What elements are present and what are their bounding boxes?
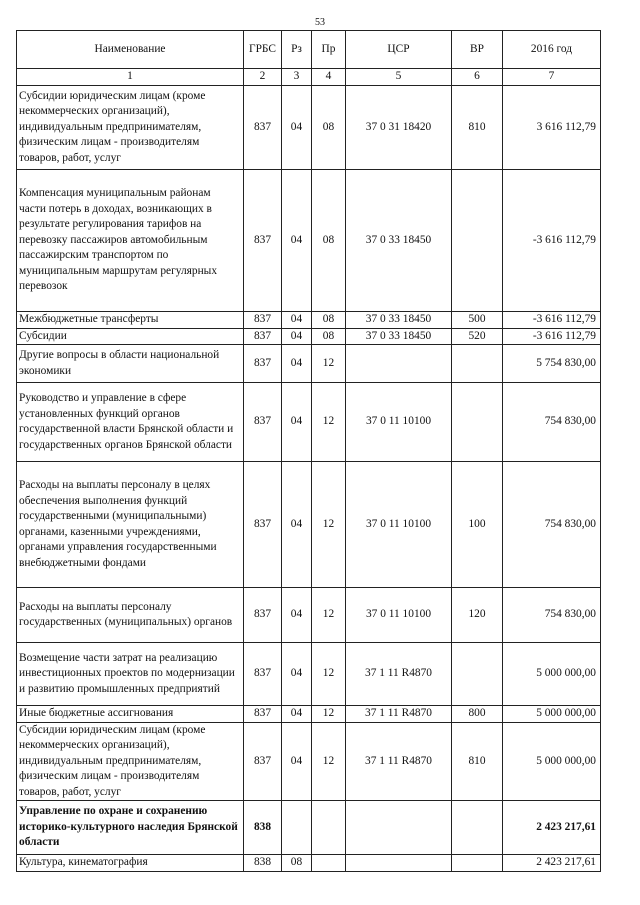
table-row [17,170,601,312]
budget-table [16,30,601,872]
row-name: Расходы на выплаты персоналу государственных (муниципальных) органов [17,588,244,643]
row-vr [452,170,503,312]
column-number-row [17,69,601,86]
row-rz: 04 [282,643,312,706]
row-name: Руководство и управление в сфере установленных функций органов государственной власти Брянской области и государственных органов Брянской области [17,383,244,462]
table-row [17,588,601,643]
row-vr: 120 [452,588,503,643]
row-vr: 810 [452,722,503,801]
row-amount: 5 000 000,00 [503,643,601,706]
row-vr: 520 [452,328,503,345]
row-pr: 08 [312,170,346,312]
row-amount: 5 754 830,00 [503,345,601,383]
row-amount: 754 830,00 [503,383,601,462]
row-rz: 04 [282,86,312,170]
row-csr: 37 1 11 R4870 [346,706,452,723]
row-csr: 37 0 11 10100 [346,462,452,588]
row-rz: 08 [282,855,312,872]
row-name: Субсидии юридическим лицам (кроме некоммерческих организаций), индивидуальным предпринимателям, физическим лицам - производителям товаров, работ, услуг [17,722,244,801]
row-name: Компенсация муниципальным районам части потерь в доходах, возникающих в результате регулирования тарифов на перевозку пассажиров автомобильным пассажирским транспортом по муниципальным маршрутам регулярных перевозок [17,170,244,312]
row-csr: 37 0 11 10100 [346,588,452,643]
row-grbs: 837 [244,722,282,801]
row-vr [452,345,503,383]
row-amount: 3 616 112,79 [503,86,601,170]
row-rz: 04 [282,383,312,462]
row-vr [452,643,503,706]
row-grbs: 837 [244,588,282,643]
header-csr: ЦСР [346,31,452,69]
row-grbs: 837 [244,383,282,462]
row-vr [452,855,503,872]
table-row [17,855,601,872]
col-number: 6 [452,69,503,86]
row-vr [452,801,503,855]
row-csr [346,801,452,855]
row-rz: 04 [282,345,312,383]
row-pr: 12 [312,643,346,706]
table-row [17,383,601,462]
row-pr [312,801,346,855]
row-name: Культура, кинематография [17,855,244,872]
row-amount: 2 423 217,61 [503,855,601,872]
row-amount: -3 616 112,79 [503,328,601,345]
row-name: Управление по охране и сохранению историко-культурного наследия Брянской области [17,801,244,855]
table-row [17,722,601,801]
row-amount: -3 616 112,79 [503,312,601,329]
row-csr: 37 0 33 18450 [346,170,452,312]
row-rz: 04 [282,170,312,312]
row-csr [346,855,452,872]
header-name: Наименование [17,31,244,69]
col-number: 2 [244,69,282,86]
row-grbs: 837 [244,170,282,312]
row-rz: 04 [282,588,312,643]
row-rz: 04 [282,312,312,329]
row-amount: 754 830,00 [503,462,601,588]
row-grbs: 837 [244,345,282,383]
row-csr: 37 0 11 10100 [346,383,452,462]
row-csr: 37 0 33 18450 [346,328,452,345]
row-pr: 12 [312,345,346,383]
row-grbs: 837 [244,86,282,170]
row-rz: 04 [282,722,312,801]
row-vr [452,383,503,462]
col-number: 7 [503,69,601,86]
row-name: Субсидии [17,328,244,345]
table-header-row [17,31,601,69]
row-pr: 08 [312,86,346,170]
row-name: Межбюджетные трансферты [17,312,244,329]
row-amount: 5 000 000,00 [503,706,601,723]
row-grbs: 838 [244,801,282,855]
row-pr: 12 [312,706,346,723]
row-rz: 04 [282,328,312,345]
row-grbs: 837 [244,462,282,588]
row-name: Возмещение части затрат на реализацию инвестиционных проектов по модернизации и развитию промышленных предприятий [17,643,244,706]
row-vr: 800 [452,706,503,723]
table-row [17,643,601,706]
row-amount: 754 830,00 [503,588,601,643]
row-csr: 37 0 31 18420 [346,86,452,170]
row-pr: 12 [312,383,346,462]
table-row [17,345,601,383]
row-name: Другие вопросы в области национальной экономики [17,345,244,383]
row-rz: 04 [282,706,312,723]
row-grbs: 838 [244,855,282,872]
row-csr: 37 1 11 R4870 [346,643,452,706]
row-amount: 5 000 000,00 [503,722,601,801]
row-pr: 12 [312,588,346,643]
header-pr: Пр [312,31,346,69]
row-pr: 12 [312,462,346,588]
col-number: 4 [312,69,346,86]
col-number: 1 [17,69,244,86]
row-name: Иные бюджетные ассигнования [17,706,244,723]
col-number: 5 [346,69,452,86]
row-pr: 08 [312,312,346,329]
row-grbs: 837 [244,312,282,329]
table-row [17,801,601,855]
header-vr: ВР [452,31,503,69]
page-number: 53 [315,17,325,28]
header-year: 2016 год [503,31,601,69]
row-csr [346,345,452,383]
row-csr: 37 1 11 R4870 [346,722,452,801]
row-grbs: 837 [244,706,282,723]
col-number: 3 [282,69,312,86]
row-pr: 08 [312,328,346,345]
row-name: Субсидии юридическим лицам (кроме некоммерческих организаций), индивидуальным предпринимателям, физическим лицам - производителям товаров, работ, услуг [17,86,244,170]
row-rz: 04 [282,462,312,588]
table-row [17,462,601,588]
row-vr: 810 [452,86,503,170]
header-grbs: ГРБС [244,31,282,69]
row-amount: -3 616 112,79 [503,170,601,312]
row-amount: 2 423 217,61 [503,801,601,855]
row-vr: 500 [452,312,503,329]
header-rz: Рз [282,31,312,69]
table-row [17,312,601,329]
row-pr [312,855,346,872]
row-grbs: 837 [244,328,282,345]
table-row [17,328,601,345]
row-rz [282,801,312,855]
row-grbs: 837 [244,643,282,706]
row-pr: 12 [312,722,346,801]
table-row [17,706,601,723]
table-row [17,86,601,170]
row-vr: 100 [452,462,503,588]
row-name: Расходы на выплаты персоналу в целях обеспечения выполнения функций государственными (муниципальными) органами, казенными учреждениями, органами управления государственными внебюджетными фондами [17,462,244,588]
row-csr: 37 0 33 18450 [346,312,452,329]
